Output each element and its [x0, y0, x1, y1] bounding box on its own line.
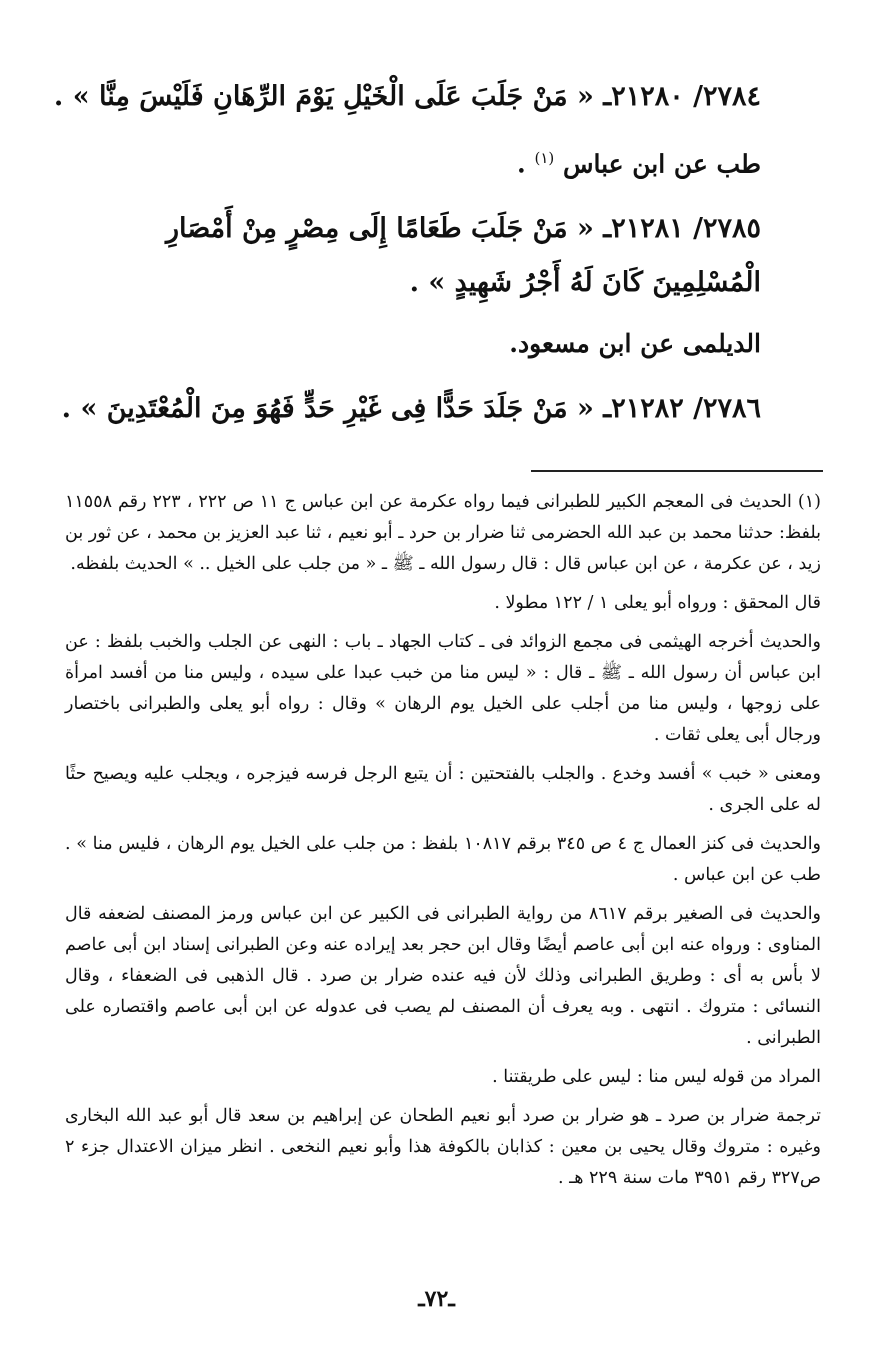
source-end: . — [517, 149, 526, 179]
hadith-source — [48, 134, 761, 188]
hadith-source-2: الديلمى عن ابن مسعود. — [509, 329, 761, 359]
source-text: طب عن ابن عباس — [562, 149, 761, 179]
footnote-paragraph: والحديث أخرجه الهيثمى فى مجمع الزوائد فى ـ كتاب الجهاد ـ باب : النهى عن الجلب والخبب بلفظ : عن ابن عباس أن رسول الله ـ ﷺ ـ قال : « ليس منا من خبب عبدا على سيده ، وليس منا من أفسد امرأة على زوجها ، وليس منا من أجلب على الخيل يوم الرهان » وقال : رواه أبو يعلى والطبرانى باختصار ورجال أبى يعلى ثقات . — [65, 632, 821, 745]
main-text — [48, 70, 761, 446]
hadith-2785: ٢٧٨٥/ ٢١٢٨١ـ « مَنْ جَلَبَ طَعَامًا إِلَى مِصْرٍ مِنْ أَمْصَارِ الْمُسْلِمِينَ كَانَ لَهُ أَجْرُ شَهِيدٍ » . — [165, 213, 761, 299]
footnote-paragraph: والحديث فى الصغير برقم ٨٦١٧ من رواية الطبرانى فى الكبير عن ابن عباس ورمز المصنف لضعفه قال المناوى : ورواه عنه ابن أبى عاصم أيضًا وقال ابن حجر بعد إيراده عنه وعن الطبرانى إسناد ابن أبى عاصم لا بأس به أى : وطريق الطبرانى وذلك لأن فيه عنده ضرار بن صرد . قال الذهبى فى الضعفاء ، وقال النسائى : متروك . انتهى . وبه يعرف أن المصنف لم يصب فى عدوله عن ابن أبى عاصم واقتصاره على الطبرانى . — [65, 904, 822, 1048]
footnote-paragraph: ترجمة ضرار بن صرد ـ هو ضرار بن صرد أبو نعيم الطحان عن إبراهيم بن سعد قال أبو عبد الله البخارى وغيره : متروك وقال يحيى بن معين : كذابان بالكوفة هذا وأبو نعيم النخعى . انظر ميزان الاعتدال جزء ٢ ص٣٢٧ رقم ٣٩٥١ مات سنة ٢٢٩ هـ . — [65, 1106, 821, 1188]
footnote-paragraph: والحديث فى كنز العمال ج ٤ ص ٣٤٥ برقم ١٠٨١٧ بلفظ : من جلب على الخيل يوم الرهان ، فليس منا » . طب عن ابن عباس . — [65, 834, 822, 885]
hadith-2784: ٢٧٨٤/ ٢١٢٨٠ـ « مَنْ جَلَبَ عَلَى الْخَيْلِ يَوْمَ الرِّهَانِ فَلَيْسَ مِنَّا » . — [53, 81, 761, 112]
page-number: ـ٧٢ـ — [418, 1286, 455, 1312]
footnote-paragraph: المراد من قوله ليس منا : ليس على طريقتنا . — [492, 1067, 821, 1087]
footnote-paragraph: ومعنى « خبب » أفسد وخدع . والجلب بالفتحتين : أن يتبع الرجل فرسه فيزجره ، ويجلب عليه ويصيح حثًا له على الجرى . — [65, 764, 821, 815]
footnotes — [65, 487, 821, 1202]
hadith-2786: ٢٧٨٦/ ٢١٢٨٢ـ « مَنْ جَلَدَ حَدًّا فِى غَيْرِ حَدٍّ فَهُوَ مِنَ الْمُعْتَدِينَ » . — [61, 393, 761, 425]
footnote-paragraph: (١) الحديث فى المعجم الكبير للطبرانى فيما رواه عكرمة عن ابن عباس ج ١١ ص ٢٢٢ ، ٢٢٣ رقم ١١٥٥٨ بلفظ: حدثنا محمد بن عبد الله الحضرمى ثنا ضرار بن حرد ـ أبو نعيم ، ثنا عبد العزيز بن محمد ، عن ثور بن زيد ، عن عكرمة ، عن ابن عباس قال : قال رسول الله ـ ﷺ ـ « من جلب على الخيل .. » الحديث بلفظه. — [65, 492, 821, 574]
footnote-divider — [531, 470, 823, 472]
footnote-marker[interactable]: (١) — [534, 149, 555, 167]
footnote-paragraph: قال المحقق : ورواه أبو يعلى ١ / ١٢٢ مطولا . — [494, 593, 821, 613]
